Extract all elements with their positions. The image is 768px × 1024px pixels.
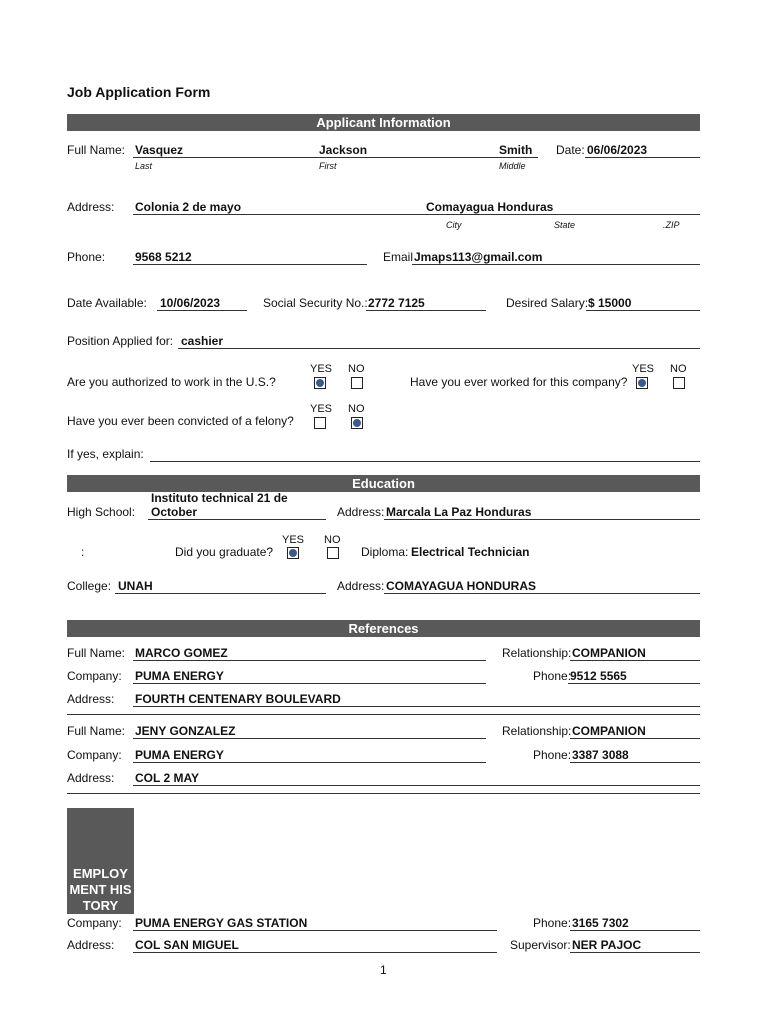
emp-supervisor-line: [570, 952, 700, 953]
ref1-name-value[interactable]: MARCO GOMEZ: [135, 646, 228, 660]
full-name-line: [133, 157, 538, 158]
yes-header: YES: [310, 403, 333, 415]
ref1-company-value[interactable]: PUMA ENERGY: [135, 669, 224, 683]
ref2-name-value[interactable]: JENY GONZALEZ: [135, 724, 236, 738]
ref2-company-line: [133, 762, 486, 763]
zip-hint: .ZIP: [663, 220, 680, 230]
address-value[interactable]: Colonia 2 de mayo: [135, 200, 242, 214]
emp-company-label: Company:: [67, 916, 122, 930]
high-school-line: [148, 519, 326, 520]
emp-address-value[interactable]: COL SAN MIGUEL: [135, 938, 239, 952]
no-header: NO: [324, 534, 341, 546]
ref1-company-label: Company:: [67, 669, 122, 683]
authorized-no-checkbox[interactable]: [351, 377, 363, 389]
colon-mark: :: [81, 545, 85, 559]
ref-divider: [67, 714, 700, 715]
date-value[interactable]: 06/06/2023: [587, 143, 648, 157]
explain-line[interactable]: [150, 461, 700, 462]
felony-question: Have you ever been convicted of a felony?: [67, 414, 294, 428]
ref2-company-value[interactable]: PUMA ENERGY: [135, 748, 224, 762]
state-hint: State: [554, 220, 576, 230]
ref2-address-value[interactable]: COL 2 MAY: [135, 771, 200, 785]
ref1-company-line: [133, 683, 486, 684]
ref2-relationship-line: [570, 738, 700, 739]
last-name-value[interactable]: Vasquez: [135, 143, 184, 157]
hs-address-line: [384, 519, 700, 520]
ref1-phone-line: [568, 683, 700, 684]
section-header-employment: [67, 808, 134, 914]
hs-address-value[interactable]: Marcala La Paz Honduras: [386, 505, 532, 519]
date-label: Date:: [556, 143, 585, 157]
city-value[interactable]: Comayagua Honduras: [426, 200, 554, 214]
no-header: NO: [348, 403, 365, 415]
college-address-label: Address:: [337, 579, 385, 593]
ref2-relationship-value[interactable]: COMPANION: [572, 724, 646, 738]
first-name-value[interactable]: Jackson: [319, 143, 368, 157]
emp-company-line: [133, 930, 497, 931]
emp-phone-value[interactable]: 3165 7302: [572, 916, 629, 930]
ref2-full-name-label: Full Name:: [67, 724, 126, 738]
ref1-relationship-line: [570, 660, 700, 661]
yes-header: YES: [310, 363, 333, 375]
yes-header: YES: [632, 363, 655, 375]
college-value[interactable]: UNAH: [118, 579, 153, 593]
ref2-phone-value[interactable]: 3387 3088: [572, 748, 629, 762]
emp-supervisor-label: Supervisor:: [510, 938, 571, 952]
last-hint: Last: [135, 161, 153, 171]
ref2-address-label: Address:: [67, 771, 115, 785]
full-name-label: Full Name:: [67, 143, 126, 157]
phone-line: [133, 264, 367, 265]
section-header-education: Education: [67, 475, 700, 492]
ref-divider: [67, 793, 700, 794]
emp-phone-line: [570, 930, 700, 931]
college-line: [115, 593, 326, 594]
phone-value[interactable]: 9568 5212: [135, 250, 192, 264]
ref1-address-value[interactable]: FOURTH CENTENARY BOULEVARD: [135, 692, 341, 706]
high-school-label: High School:: [67, 505, 136, 519]
emp-phone-label: Phone:: [533, 916, 572, 930]
authorized-yes-checkbox[interactable]: [314, 377, 326, 389]
worked-no-checkbox[interactable]: [673, 377, 685, 389]
college-address-value[interactable]: COMAYAGUA HONDURAS: [386, 579, 537, 593]
email-label: Email: [383, 250, 414, 264]
worked-question: Have you ever worked for this company?: [410, 375, 628, 389]
phone-label: Phone:: [67, 250, 106, 264]
ref1-full-name-label: Full Name:: [67, 646, 126, 660]
high-school-value-line2[interactable]: October: [151, 505, 198, 519]
ssn-value[interactable]: 2772 7125: [368, 296, 425, 310]
email-line: [412, 264, 700, 265]
employment-header-label: EMPLOYMENT HISTORY: [69, 866, 132, 913]
yes-header: YES: [282, 534, 305, 546]
college-label: College:: [67, 579, 112, 593]
authorized-question: Are you authorized to work in the U.S.?: [67, 375, 276, 389]
ssn-label: Social Security No.:: [263, 296, 368, 310]
felony-no-checkbox[interactable]: [351, 417, 363, 429]
position-value[interactable]: cashier: [181, 334, 224, 348]
emp-address-label: Address:: [67, 938, 115, 952]
salary-value[interactable]: $ 15000: [588, 296, 632, 310]
ref2-name-line: [133, 738, 486, 739]
position-label: Position Applied for:: [67, 334, 174, 348]
position-line: [178, 348, 700, 349]
ref2-phone-label: Phone:: [533, 748, 572, 762]
ref1-address-line: [133, 706, 700, 707]
hs-address-label: Address:: [337, 505, 385, 519]
high-school-value-line1[interactable]: Instituto technical 21 de: [151, 491, 288, 505]
ref1-phone-label: Phone:: [533, 669, 572, 683]
middle-name-value[interactable]: Smith: [499, 143, 533, 157]
felony-yes-checkbox[interactable]: [314, 417, 326, 429]
address-line: [133, 214, 700, 215]
date-available-value[interactable]: 10/06/2023: [160, 296, 221, 310]
email-value[interactable]: Jmaps113@gmail.com: [414, 250, 543, 264]
salary-line: [586, 310, 700, 311]
ref1-address-label: Address:: [67, 692, 115, 706]
address-label: Address:: [67, 200, 115, 214]
salary-label: Desired Salary:: [506, 296, 589, 310]
section-header-applicant: Applicant Information: [67, 114, 700, 131]
explain-label: If yes, explain:: [67, 447, 144, 461]
first-hint: First: [319, 161, 337, 171]
college-address-line: [384, 593, 700, 594]
date-available-label: Date Available:: [67, 296, 147, 310]
ref2-company-label: Company:: [67, 748, 122, 762]
graduate-yes-checkbox[interactable]: [287, 547, 299, 559]
emp-company-value[interactable]: PUMA ENERGY GAS STATION: [135, 916, 308, 930]
ref2-phone-line: [570, 762, 700, 763]
no-header: NO: [348, 363, 365, 375]
ref2-relationship-label: Relationship:: [502, 724, 572, 738]
middle-hint: Middle: [499, 161, 526, 171]
date-available-line: [157, 310, 247, 311]
ref1-phone-value[interactable]: 9512 5565: [570, 669, 627, 683]
graduate-question: Did you graduate?: [175, 545, 274, 559]
date-line: [585, 157, 700, 158]
city-hint: City: [446, 220, 462, 230]
emp-address-line: [133, 952, 497, 953]
ref1-relationship-value[interactable]: COMPANION: [572, 646, 646, 660]
no-header: NO: [670, 363, 687, 375]
diploma-label: Diploma:: [361, 545, 409, 559]
ref1-relationship-label: Relationship:: [502, 646, 572, 660]
emp-supervisor-value[interactable]: NER PAJOC: [572, 938, 642, 952]
diploma-value[interactable]: Electrical Technician: [411, 545, 530, 559]
worked-yes-checkbox[interactable]: [636, 377, 648, 389]
ref2-address-line: [133, 785, 700, 786]
ref1-name-line: [133, 660, 486, 661]
page-number: 1: [380, 963, 387, 977]
graduate-no-checkbox[interactable]: [327, 547, 339, 559]
section-header-references: References: [67, 620, 700, 637]
form-title: Job Application Form: [67, 84, 211, 100]
ssn-line: [366, 310, 486, 311]
